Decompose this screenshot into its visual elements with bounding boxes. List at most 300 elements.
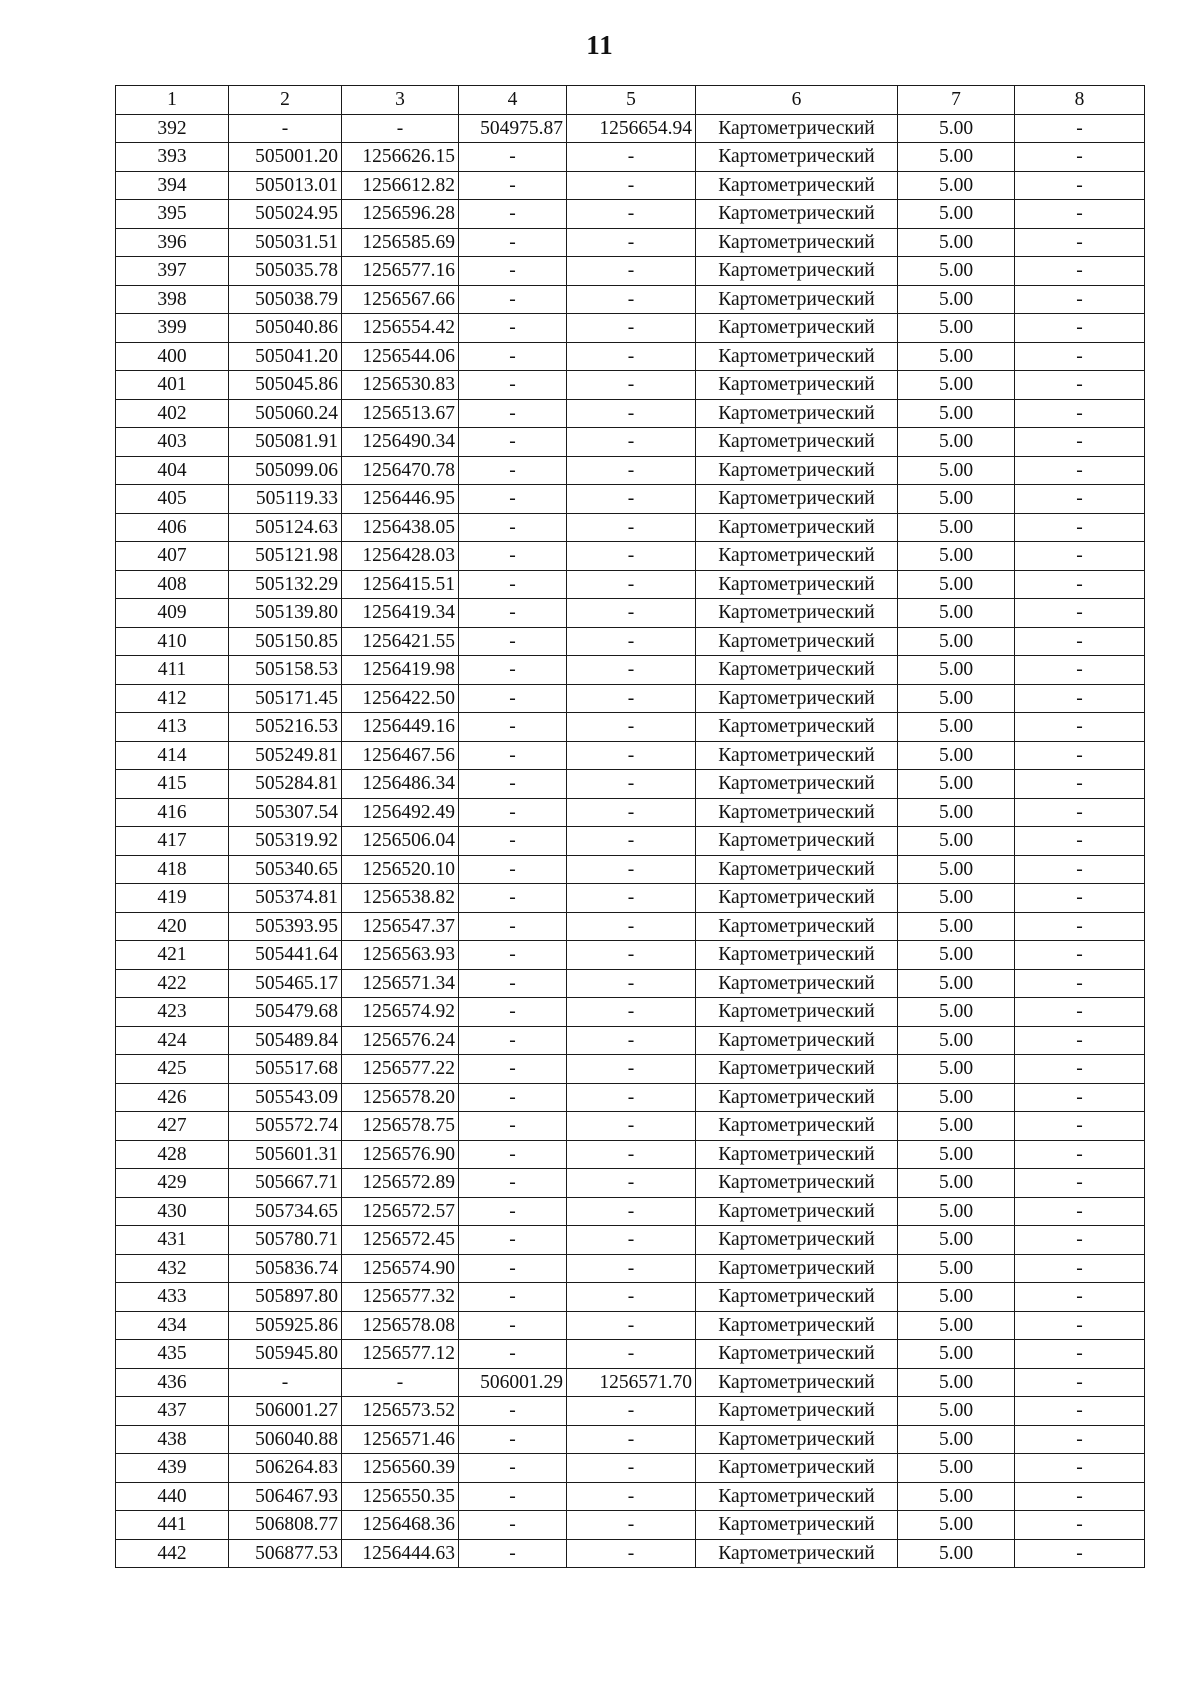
x-coordinate-cell: 505132.29 xyxy=(229,570,342,599)
point-number-cell: 435 xyxy=(116,1340,229,1369)
method-cell: Картометрический xyxy=(696,798,898,827)
x-coordinate-cell: 505465.17 xyxy=(229,969,342,998)
table-row xyxy=(116,656,1145,685)
x-coordinate-cell: 505572.74 xyxy=(229,1112,342,1141)
y-coordinate-cell: 1256596.28 xyxy=(342,200,459,229)
y-new-coordinate-cell: - xyxy=(567,969,696,998)
x-coordinate-cell: 505517.68 xyxy=(229,1055,342,1084)
accuracy-cell: 5.00 xyxy=(898,143,1015,172)
accuracy-cell: 5.00 xyxy=(898,998,1015,1027)
table-header-row xyxy=(116,86,1145,115)
y-new-coordinate-cell: - xyxy=(567,456,696,485)
table-row xyxy=(116,1340,1145,1369)
method-cell: Картометрический xyxy=(696,285,898,314)
y-new-coordinate-cell: - xyxy=(567,570,696,599)
x-new-coordinate-cell: - xyxy=(459,200,567,229)
y-coordinate-cell: 1256573.52 xyxy=(342,1397,459,1426)
y-new-coordinate-cell: - xyxy=(567,513,696,542)
x-new-coordinate-cell: - xyxy=(459,998,567,1027)
method-cell: Картометрический xyxy=(696,741,898,770)
accuracy-cell: 5.00 xyxy=(898,656,1015,685)
x-coordinate-cell: 505479.68 xyxy=(229,998,342,1027)
y-coordinate-cell: 1256444.63 xyxy=(342,1539,459,1568)
x-new-coordinate-cell: 506001.29 xyxy=(459,1368,567,1397)
accuracy-cell: 5.00 xyxy=(898,1026,1015,1055)
x-new-coordinate-cell: - xyxy=(459,1083,567,1112)
y-new-coordinate-cell: - xyxy=(567,228,696,257)
x-coordinate-cell: 505945.80 xyxy=(229,1340,342,1369)
point-number-cell: 438 xyxy=(116,1425,229,1454)
point-number-cell: 405 xyxy=(116,485,229,514)
y-coordinate-cell: 1256571.34 xyxy=(342,969,459,998)
method-cell: Картометрический xyxy=(696,1368,898,1397)
x-new-coordinate-cell: - xyxy=(459,542,567,571)
notes-cell: - xyxy=(1015,570,1145,599)
column-header: 7 xyxy=(898,86,1015,115)
table-row xyxy=(116,1539,1145,1568)
point-number-cell: 415 xyxy=(116,770,229,799)
table-row xyxy=(116,599,1145,628)
y-new-coordinate-cell: - xyxy=(567,998,696,1027)
table-row xyxy=(116,827,1145,856)
notes-cell: - xyxy=(1015,1197,1145,1226)
table-row xyxy=(116,1397,1145,1426)
y-coordinate-cell: 1256574.90 xyxy=(342,1254,459,1283)
table-row xyxy=(116,1140,1145,1169)
y-new-coordinate-cell: 1256654.94 xyxy=(567,114,696,143)
point-number-cell: 395 xyxy=(116,200,229,229)
table-row xyxy=(116,399,1145,428)
x-coordinate-cell: 505013.01 xyxy=(229,171,342,200)
notes-cell: - xyxy=(1015,884,1145,913)
y-coordinate-cell: 1256492.49 xyxy=(342,798,459,827)
accuracy-cell: 5.00 xyxy=(898,798,1015,827)
x-coordinate-cell: 506467.93 xyxy=(229,1482,342,1511)
accuracy-cell: 5.00 xyxy=(898,1454,1015,1483)
table-row xyxy=(116,285,1145,314)
x-new-coordinate-cell: - xyxy=(459,1055,567,1084)
table-row xyxy=(116,485,1145,514)
x-new-coordinate-cell: - xyxy=(459,713,567,742)
method-cell: Картометрический xyxy=(696,1083,898,1112)
table-row xyxy=(116,456,1145,485)
x-new-coordinate-cell: - xyxy=(459,1254,567,1283)
x-new-coordinate-cell: - xyxy=(459,855,567,884)
x-new-coordinate-cell: - xyxy=(459,314,567,343)
y-coordinate-cell: 1256438.05 xyxy=(342,513,459,542)
x-coordinate-cell: 505393.95 xyxy=(229,912,342,941)
accuracy-cell: 5.00 xyxy=(898,627,1015,656)
point-number-cell: 427 xyxy=(116,1112,229,1141)
point-number-cell: 407 xyxy=(116,542,229,571)
notes-cell: - xyxy=(1015,399,1145,428)
notes-cell: - xyxy=(1015,1254,1145,1283)
y-coordinate-cell: 1256577.22 xyxy=(342,1055,459,1084)
y-coordinate-cell: 1256513.67 xyxy=(342,399,459,428)
x-coordinate-cell: 505340.65 xyxy=(229,855,342,884)
method-cell: Картометрический xyxy=(696,1112,898,1141)
x-new-coordinate-cell: - xyxy=(459,428,567,457)
notes-cell: - xyxy=(1015,371,1145,400)
y-new-coordinate-cell: - xyxy=(567,941,696,970)
notes-cell: - xyxy=(1015,1026,1145,1055)
method-cell: Картометрический xyxy=(696,1397,898,1426)
y-coordinate-cell: 1256577.16 xyxy=(342,257,459,286)
point-number-cell: 404 xyxy=(116,456,229,485)
table-row xyxy=(116,1283,1145,1312)
x-coordinate-cell: 505124.63 xyxy=(229,513,342,542)
point-number-cell: 392 xyxy=(116,114,229,143)
notes-cell: - xyxy=(1015,171,1145,200)
x-coordinate-cell: 505041.20 xyxy=(229,342,342,371)
y-new-coordinate-cell: - xyxy=(567,827,696,856)
point-number-cell: 411 xyxy=(116,656,229,685)
method-cell: Картометрический xyxy=(696,342,898,371)
accuracy-cell: 5.00 xyxy=(898,912,1015,941)
accuracy-cell: 5.00 xyxy=(898,456,1015,485)
table-row xyxy=(116,257,1145,286)
y-new-coordinate-cell: - xyxy=(567,1283,696,1312)
point-number-cell: 420 xyxy=(116,912,229,941)
x-coordinate-cell: - xyxy=(229,114,342,143)
notes-cell: - xyxy=(1015,1083,1145,1112)
accuracy-cell: 5.00 xyxy=(898,599,1015,628)
notes-cell: - xyxy=(1015,1112,1145,1141)
notes-cell: - xyxy=(1015,627,1145,656)
x-coordinate-cell: 505836.74 xyxy=(229,1254,342,1283)
y-new-coordinate-cell: - xyxy=(567,627,696,656)
notes-cell: - xyxy=(1015,1397,1145,1426)
x-new-coordinate-cell: - xyxy=(459,827,567,856)
page-number: 11 xyxy=(586,30,614,60)
x-coordinate-cell: 505780.71 xyxy=(229,1226,342,1255)
y-new-coordinate-cell: - xyxy=(567,1226,696,1255)
x-coordinate-cell: 505441.64 xyxy=(229,941,342,970)
y-coordinate-cell: 1256547.37 xyxy=(342,912,459,941)
accuracy-cell: 5.00 xyxy=(898,200,1015,229)
method-cell: Картометрический xyxy=(696,1169,898,1198)
accuracy-cell: 5.00 xyxy=(898,542,1015,571)
point-number-cell: 398 xyxy=(116,285,229,314)
x-new-coordinate-cell: - xyxy=(459,1026,567,1055)
point-number-cell: 430 xyxy=(116,1197,229,1226)
accuracy-cell: 5.00 xyxy=(898,941,1015,970)
table-row xyxy=(116,713,1145,742)
x-new-coordinate-cell: - xyxy=(459,456,567,485)
accuracy-cell: 5.00 xyxy=(898,114,1015,143)
y-new-coordinate-cell: - xyxy=(567,143,696,172)
y-new-coordinate-cell: - xyxy=(567,1169,696,1198)
accuracy-cell: 5.00 xyxy=(898,371,1015,400)
x-new-coordinate-cell: - xyxy=(459,513,567,542)
y-new-coordinate-cell: - xyxy=(567,1511,696,1540)
y-coordinate-cell: 1256428.03 xyxy=(342,542,459,571)
y-coordinate-cell: 1256468.36 xyxy=(342,1511,459,1540)
x-new-coordinate-cell: - xyxy=(459,1511,567,1540)
notes-cell: - xyxy=(1015,1226,1145,1255)
method-cell: Картометрический xyxy=(696,542,898,571)
point-number-cell: 426 xyxy=(116,1083,229,1112)
method-cell: Картометрический xyxy=(696,599,898,628)
accuracy-cell: 5.00 xyxy=(898,1340,1015,1369)
accuracy-cell: 5.00 xyxy=(898,741,1015,770)
notes-cell: - xyxy=(1015,912,1145,941)
point-number-cell: 418 xyxy=(116,855,229,884)
notes-cell: - xyxy=(1015,1539,1145,1568)
method-cell: Картометрический xyxy=(696,1425,898,1454)
point-number-cell: 432 xyxy=(116,1254,229,1283)
table-row xyxy=(116,1197,1145,1226)
method-cell: Картометрический xyxy=(696,1539,898,1568)
accuracy-cell: 5.00 xyxy=(898,1197,1015,1226)
y-coordinate-cell: 1256422.50 xyxy=(342,684,459,713)
y-coordinate-cell: 1256585.69 xyxy=(342,228,459,257)
accuracy-cell: 5.00 xyxy=(898,485,1015,514)
notes-cell: - xyxy=(1015,969,1145,998)
y-coordinate-cell: 1256574.92 xyxy=(342,998,459,1027)
x-new-coordinate-cell: - xyxy=(459,371,567,400)
notes-cell: - xyxy=(1015,1169,1145,1198)
table-row xyxy=(116,143,1145,172)
notes-cell: - xyxy=(1015,228,1145,257)
method-cell: Картометрический xyxy=(696,371,898,400)
x-new-coordinate-cell: 504975.87 xyxy=(459,114,567,143)
y-coordinate-cell: 1256467.56 xyxy=(342,741,459,770)
y-new-coordinate-cell: - xyxy=(567,542,696,571)
notes-cell: - xyxy=(1015,741,1145,770)
x-coordinate-cell: 505001.20 xyxy=(229,143,342,172)
x-coordinate-cell: 505139.80 xyxy=(229,599,342,628)
x-coordinate-cell: 505038.79 xyxy=(229,285,342,314)
method-cell: Картометрический xyxy=(696,1311,898,1340)
y-new-coordinate-cell: - xyxy=(567,855,696,884)
y-new-coordinate-cell: - xyxy=(567,884,696,913)
point-number-cell: 408 xyxy=(116,570,229,599)
notes-cell: - xyxy=(1015,1340,1145,1369)
notes-cell: - xyxy=(1015,770,1145,799)
y-new-coordinate-cell: - xyxy=(567,656,696,685)
table-row xyxy=(116,342,1145,371)
accuracy-cell: 5.00 xyxy=(898,399,1015,428)
notes-cell: - xyxy=(1015,1425,1145,1454)
table-row xyxy=(116,1026,1145,1055)
x-new-coordinate-cell: - xyxy=(459,228,567,257)
point-number-cell: 419 xyxy=(116,884,229,913)
table-body xyxy=(116,114,1145,1568)
accuracy-cell: 5.00 xyxy=(898,285,1015,314)
x-new-coordinate-cell: - xyxy=(459,770,567,799)
y-new-coordinate-cell: - xyxy=(567,285,696,314)
x-new-coordinate-cell: - xyxy=(459,656,567,685)
method-cell: Картометрический xyxy=(696,1482,898,1511)
point-number-cell: 441 xyxy=(116,1511,229,1540)
y-new-coordinate-cell: - xyxy=(567,1539,696,1568)
point-number-cell: 416 xyxy=(116,798,229,827)
x-new-coordinate-cell: - xyxy=(459,143,567,172)
method-cell: Картометрический xyxy=(696,143,898,172)
notes-cell: - xyxy=(1015,1511,1145,1540)
x-new-coordinate-cell: - xyxy=(459,1397,567,1426)
method-cell: Картометрический xyxy=(696,684,898,713)
method-cell: Картометрический xyxy=(696,1026,898,1055)
notes-cell: - xyxy=(1015,428,1145,457)
method-cell: Картометрический xyxy=(696,399,898,428)
table-row xyxy=(116,1311,1145,1340)
y-coordinate-cell: 1256419.98 xyxy=(342,656,459,685)
x-new-coordinate-cell: - xyxy=(459,684,567,713)
x-coordinate-cell: 505284.81 xyxy=(229,770,342,799)
table-row xyxy=(116,912,1145,941)
table-row xyxy=(116,684,1145,713)
notes-cell: - xyxy=(1015,285,1145,314)
accuracy-cell: 5.00 xyxy=(898,228,1015,257)
table-row xyxy=(116,941,1145,970)
x-new-coordinate-cell: - xyxy=(459,1197,567,1226)
accuracy-cell: 5.00 xyxy=(898,770,1015,799)
x-coordinate-cell: 505045.86 xyxy=(229,371,342,400)
notes-cell: - xyxy=(1015,827,1145,856)
y-coordinate-cell: 1256419.34 xyxy=(342,599,459,628)
accuracy-cell: 5.00 xyxy=(898,1397,1015,1426)
x-new-coordinate-cell: - xyxy=(459,1226,567,1255)
notes-cell: - xyxy=(1015,114,1145,143)
accuracy-cell: 5.00 xyxy=(898,684,1015,713)
y-coordinate-cell: 1256576.24 xyxy=(342,1026,459,1055)
y-new-coordinate-cell: - xyxy=(567,200,696,229)
y-new-coordinate-cell: - xyxy=(567,1083,696,1112)
y-coordinate-cell: 1256578.75 xyxy=(342,1112,459,1141)
x-new-coordinate-cell: - xyxy=(459,399,567,428)
y-new-coordinate-cell: - xyxy=(567,257,696,286)
column-header: 3 xyxy=(342,86,459,115)
x-new-coordinate-cell: - xyxy=(459,485,567,514)
x-coordinate-cell: 505374.81 xyxy=(229,884,342,913)
x-new-coordinate-cell: - xyxy=(459,798,567,827)
x-new-coordinate-cell: - xyxy=(459,1340,567,1369)
point-number-cell: 434 xyxy=(116,1311,229,1340)
method-cell: Картометрический xyxy=(696,855,898,884)
x-coordinate-cell: 505024.95 xyxy=(229,200,342,229)
notes-cell: - xyxy=(1015,998,1145,1027)
accuracy-cell: 5.00 xyxy=(898,969,1015,998)
accuracy-cell: 5.00 xyxy=(898,1140,1015,1169)
y-new-coordinate-cell: - xyxy=(567,1397,696,1426)
x-coordinate-cell: 505031.51 xyxy=(229,228,342,257)
x-new-coordinate-cell: - xyxy=(459,1283,567,1312)
notes-cell: - xyxy=(1015,542,1145,571)
point-number-cell: 429 xyxy=(116,1169,229,1198)
method-cell: Картометрический xyxy=(696,770,898,799)
point-number-cell: 442 xyxy=(116,1539,229,1568)
point-number-cell: 433 xyxy=(116,1283,229,1312)
y-coordinate-cell: 1256578.08 xyxy=(342,1311,459,1340)
point-number-cell: 437 xyxy=(116,1397,229,1426)
notes-cell: - xyxy=(1015,684,1145,713)
table-row xyxy=(116,1254,1145,1283)
table-row xyxy=(116,542,1145,571)
table-row xyxy=(116,228,1145,257)
table-row xyxy=(116,1425,1145,1454)
notes-cell: - xyxy=(1015,143,1145,172)
column-header: 1 xyxy=(116,86,229,115)
x-new-coordinate-cell: - xyxy=(459,1482,567,1511)
y-coordinate-cell: 1256554.42 xyxy=(342,314,459,343)
method-cell: Картометрический xyxy=(696,456,898,485)
x-new-coordinate-cell: - xyxy=(459,570,567,599)
method-cell: Картометрический xyxy=(696,228,898,257)
accuracy-cell: 5.00 xyxy=(898,1511,1015,1540)
notes-cell: - xyxy=(1015,456,1145,485)
point-number-cell: 428 xyxy=(116,1140,229,1169)
point-number-cell: 400 xyxy=(116,342,229,371)
method-cell: Картометрический xyxy=(696,941,898,970)
table-row xyxy=(116,741,1145,770)
accuracy-cell: 5.00 xyxy=(898,314,1015,343)
table-row xyxy=(116,1511,1145,1540)
x-new-coordinate-cell: - xyxy=(459,1539,567,1568)
accuracy-cell: 5.00 xyxy=(898,513,1015,542)
point-number-cell: 440 xyxy=(116,1482,229,1511)
table-row xyxy=(116,314,1145,343)
point-number-cell: 399 xyxy=(116,314,229,343)
y-new-coordinate-cell: - xyxy=(567,1112,696,1141)
table-row xyxy=(116,798,1145,827)
point-number-cell: 431 xyxy=(116,1226,229,1255)
method-cell: Картометрический xyxy=(696,257,898,286)
accuracy-cell: 5.00 xyxy=(898,1226,1015,1255)
accuracy-cell: 5.00 xyxy=(898,1055,1015,1084)
y-coordinate-cell: - xyxy=(342,1368,459,1397)
y-coordinate-cell: 1256572.45 xyxy=(342,1226,459,1255)
accuracy-cell: 5.00 xyxy=(898,1254,1015,1283)
y-new-coordinate-cell: - xyxy=(567,741,696,770)
y-coordinate-cell: 1256449.16 xyxy=(342,713,459,742)
x-new-coordinate-cell: - xyxy=(459,285,567,314)
x-coordinate-cell: 505897.80 xyxy=(229,1283,342,1312)
accuracy-cell: 5.00 xyxy=(898,713,1015,742)
point-number-cell: 412 xyxy=(116,684,229,713)
method-cell: Картометрический xyxy=(696,1140,898,1169)
table-row xyxy=(116,1169,1145,1198)
y-coordinate-cell: 1256572.89 xyxy=(342,1169,459,1198)
accuracy-cell: 5.00 xyxy=(898,342,1015,371)
y-coordinate-cell: 1256578.20 xyxy=(342,1083,459,1112)
x-coordinate-cell: 505319.92 xyxy=(229,827,342,856)
notes-cell: - xyxy=(1015,513,1145,542)
y-coordinate-cell: 1256626.15 xyxy=(342,143,459,172)
y-coordinate-cell: 1256538.82 xyxy=(342,884,459,913)
x-coordinate-cell: 505099.06 xyxy=(229,456,342,485)
table-row xyxy=(116,114,1145,143)
y-new-coordinate-cell: - xyxy=(567,798,696,827)
x-new-coordinate-cell: - xyxy=(459,599,567,628)
notes-cell: - xyxy=(1015,1055,1145,1084)
y-coordinate-cell: 1256577.12 xyxy=(342,1340,459,1369)
x-coordinate-cell: 505667.71 xyxy=(229,1169,342,1198)
accuracy-cell: 5.00 xyxy=(898,1425,1015,1454)
accuracy-cell: 5.00 xyxy=(898,1083,1015,1112)
method-cell: Картометрический xyxy=(696,1454,898,1483)
x-coordinate-cell: 505081.91 xyxy=(229,428,342,457)
accuracy-cell: 5.00 xyxy=(898,171,1015,200)
point-number-cell: 424 xyxy=(116,1026,229,1055)
method-cell: Картометрический xyxy=(696,1055,898,1084)
table-row xyxy=(116,998,1145,1027)
table-row xyxy=(116,969,1145,998)
column-header: 4 xyxy=(459,86,567,115)
notes-cell: - xyxy=(1015,1482,1145,1511)
point-number-cell: 436 xyxy=(116,1368,229,1397)
